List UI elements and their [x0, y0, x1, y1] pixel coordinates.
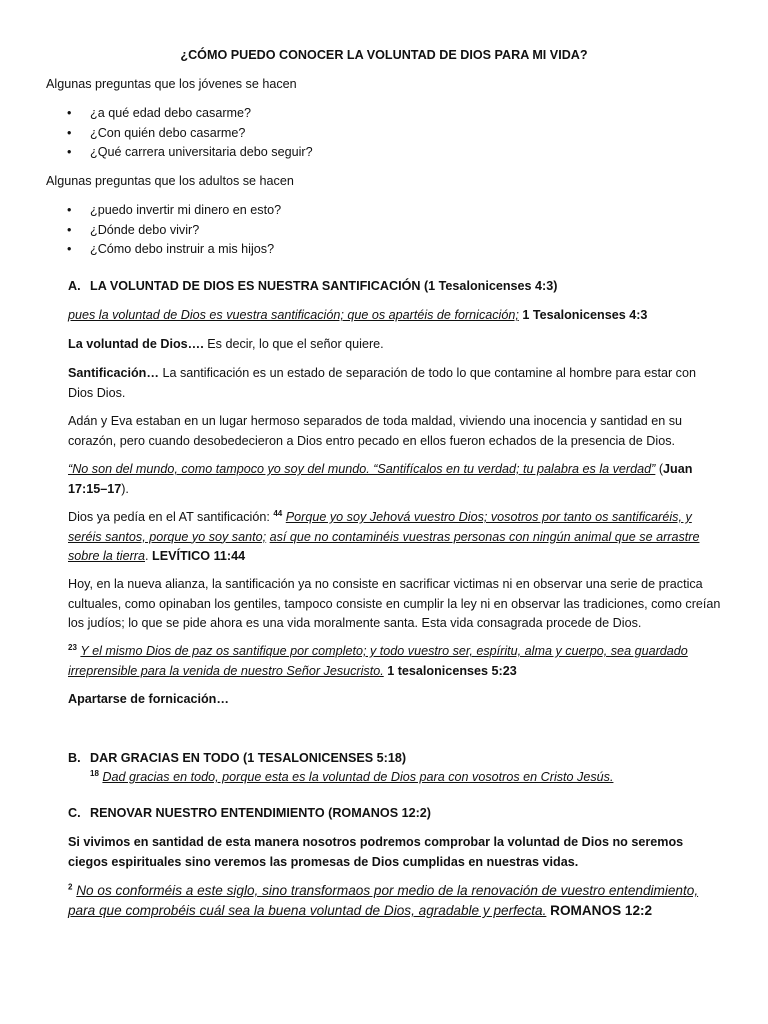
section-a-heading: A. LA VOLUNTAD DE DIOS ES NUESTRA SANTIFICACIÓN (1 Tesalonicenses 4:3) [68, 279, 558, 293]
santidad-paragraph: Si vivimos en santidad de esta manera nosotros podremos comprobar la voluntad de Dios no seremos ciegos espirituales sino veremos las promesas de Dios cumplidas en nuestras vidas. [68, 835, 684, 869]
list-item: • ¿Con quién debo casarme? [46, 124, 722, 144]
youth-intro: Algunas preguntas que los jóvenes se hacen [46, 77, 297, 91]
verse-reference: ROMANOS 12:2 [550, 903, 653, 918]
bullet-icon: • [67, 242, 72, 256]
section-b-heading: B. DAR GRACIAS EN TODO (1 TESALONICENSES 5:18) [68, 751, 407, 765]
verse-reference: Juan 17:15–17 [68, 462, 693, 496]
levitico-paragraph: Dios ya pedía en el AT santificación: $^{44}$ Porque yo soy Jehová vuestro Dios; vosotros por tanto os santificaréis, y seréis santos, porque yo soy santo; así que no contaminéis vuestras personas con ningún animal que se arrastre sobre la tierra. LEVÍTICO 11:44 [68, 508, 700, 563]
bullet-icon: • [67, 222, 72, 237]
verse-romanos-12-2: $^2$ No os conforméis a este siglo, sino transformaos por medio de la renovación de vuestro entendimiento, para que comprobéis cuál sea la buena voluntad de Dios, agradable y perfecta. ROMANOS 12:2 [68, 882, 699, 918]
list-item: • ¿a qué edad debo casarme? [46, 104, 722, 124]
verse-1-tes-4-3: pues la voluntad de Dios es vuestra santificación; que os apartéis de fornicación; 1 Tesalonicenses 4:3 [68, 308, 648, 322]
list-item: • ¿Dónde debo vivir? [46, 221, 722, 241]
bullet-icon: • [67, 106, 72, 120]
list-item: • ¿Qué carrera universitaria debo seguir? [46, 143, 722, 163]
youth-questions-list [46, 104, 722, 163]
voluntad-paragraph: La voluntad de Dios…. Es decir, lo que el señor quiere. [68, 337, 384, 351]
juan-quote-paragraph: “No son del mundo, como tampoco yo soy del mundo. “Santifícalos en tu verdad; tu palabra es la verdad” (Juan 17:15–17). [68, 462, 693, 496]
verse-1-tes-5-23: $^{23}$ Y el mismo Dios de paz os santifique por completo; y todo vuestro ser, espíritu, alma y cuerpo, sea guardado irreprensible para la venida de nuestro Señor Jesucristo. 1 tesalonicenses 5:23 [68, 642, 688, 678]
list-item: • ¿Cómo debo instruir a mis hijos? [46, 240, 722, 260]
adan-eva-paragraph: Adán y Eva estaban en un lugar hermoso separados de toda maldad, viviendo una inocencia y santidad en su corazón, pero cuando desobedecieron a Dios entro pecado en ellos fueron echados de la presencia de Dios. [68, 414, 683, 448]
bullet-icon: • [67, 203, 72, 217]
section-c-heading: C. RENOVAR NUESTRO ENTENDIMIENTO (ROMANOS 12:2) [68, 806, 431, 820]
apartarse-paragraph: Apartarse de fornicación… [68, 692, 229, 706]
verse-reference: LEVÍTICO 11:44 [152, 549, 246, 563]
verse-reference: 1 Tesalonicenses 4:3 [522, 308, 648, 322]
bullet-icon: • [67, 125, 72, 140]
verse-reference: 1 tesalonicenses 5:23 [387, 663, 517, 678]
santificacion-paragraph: Santificación… La santificación es un estado de separación de todo lo que contamine al hombre para estar con Dios Dios. [68, 366, 696, 400]
nueva-alianza-paragraph: Hoy, en la nueva alianza, la santificación ya no consiste en sacrificar victimas ni en observar una serie de practica cultuales, como opinaban los gentiles, tampoco consiste en cumplir la ley ni en observar las tradiciones, como creían los judíos; lo que se pide ahora es una vida moralmente santa. Esta vida consagrada procede de Dios. [68, 577, 721, 630]
adult-intro: Algunas preguntas que los adultos se hacen [46, 174, 294, 188]
bullet-icon: • [67, 145, 72, 159]
page-title: ¿CÓMO PUEDO CONOCER LA VOLUNTAD DE DIOS PARA MI VIDA? [180, 48, 588, 62]
list-item: • ¿puedo invertir mi dinero en esto? [46, 201, 722, 221]
adult-questions-list [46, 201, 722, 260]
verse-1-tes-5-18: $^{18}$ Dad gracias en todo, porque esta es la voluntad de Dios para con vosotros en Cristo Jesús. [90, 768, 614, 784]
